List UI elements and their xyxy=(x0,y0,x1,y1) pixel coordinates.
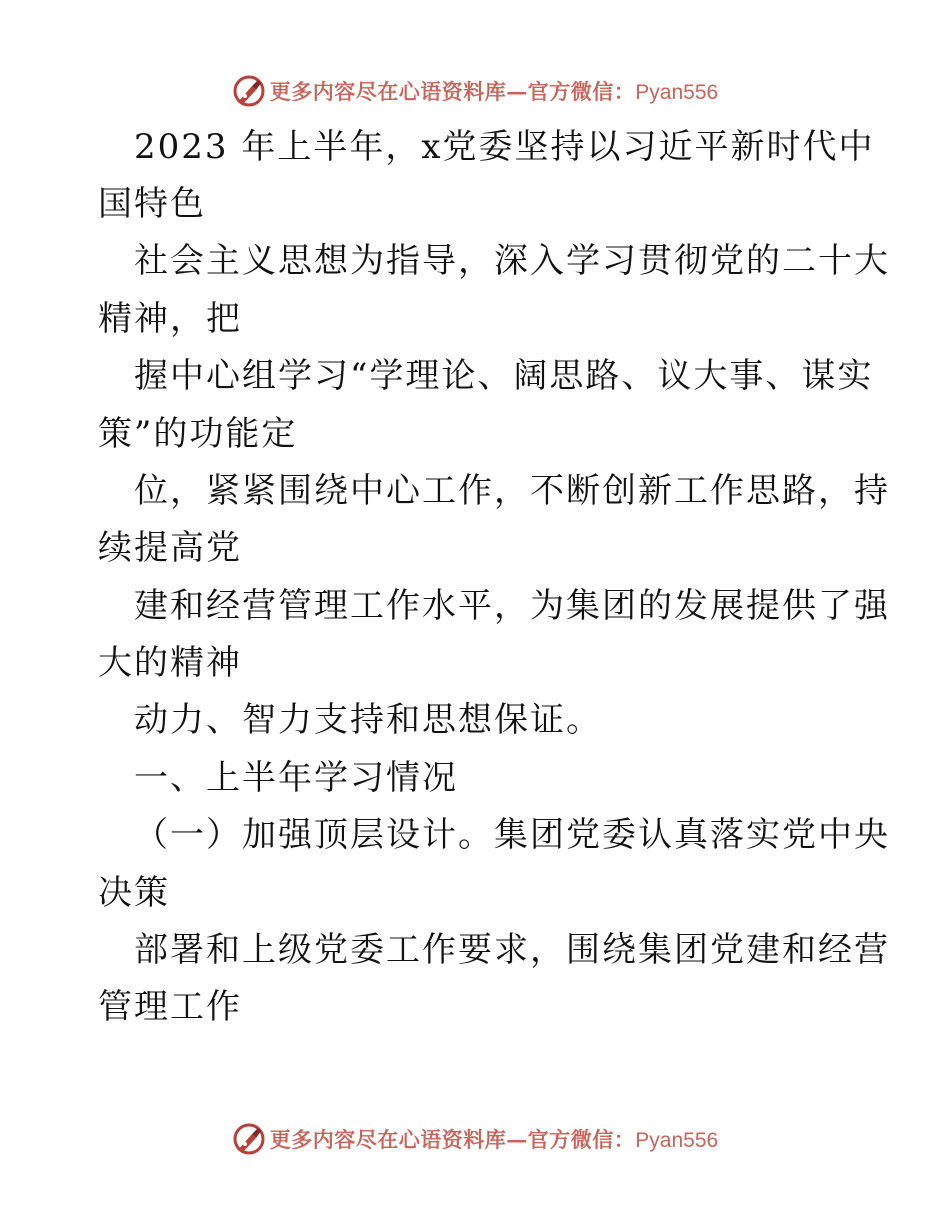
text-line: 动力、智力支持和思想保证。 xyxy=(134,700,602,740)
footer-watermark xyxy=(0,1119,950,1159)
text-line: 位，紧紧围绕中心工作，不断创新工作思路，持 xyxy=(134,471,890,511)
text-line: 2023 年上半年，x党委坚持以习近平新时代中 xyxy=(134,127,875,167)
text-line: 社会主义思想为指导，深入学习贯彻党的二十大 xyxy=(134,241,890,281)
text-line: 精神，把 xyxy=(98,299,242,339)
pen-logo-icon xyxy=(232,1122,266,1156)
watermark-text: 更多内容尽在心语资料库—官方微信： xyxy=(269,1127,636,1152)
text-line: 决策 xyxy=(98,873,170,913)
watermark-handle: Pyan556 xyxy=(635,1129,719,1152)
section-heading: 一、上半年学习情况 xyxy=(134,758,458,798)
text-line: 管理工作 xyxy=(98,987,242,1027)
watermark-handle: Pyan556 xyxy=(635,81,719,104)
text-line: 国特色 xyxy=(98,184,206,224)
text-line: 大的精神 xyxy=(98,643,242,683)
text-line: 续提高党 xyxy=(98,528,242,568)
watermark-text: 更多内容尽在心语资料库—官方微信： xyxy=(269,79,636,104)
text-line: 部署和上级党委工作要求，围绕集团党建和经营 xyxy=(134,930,890,970)
text-line: （一）加强顶层设计。集团党委认真落实党中央 xyxy=(134,815,890,855)
text-line: 建和经营管理工作水平，为集团的发展提供了强 xyxy=(134,586,890,626)
text-line: 策”的功能定 xyxy=(98,414,298,454)
text-line: 握中心组学习“学理论、阔思路、议大事、谋实 xyxy=(134,356,874,396)
